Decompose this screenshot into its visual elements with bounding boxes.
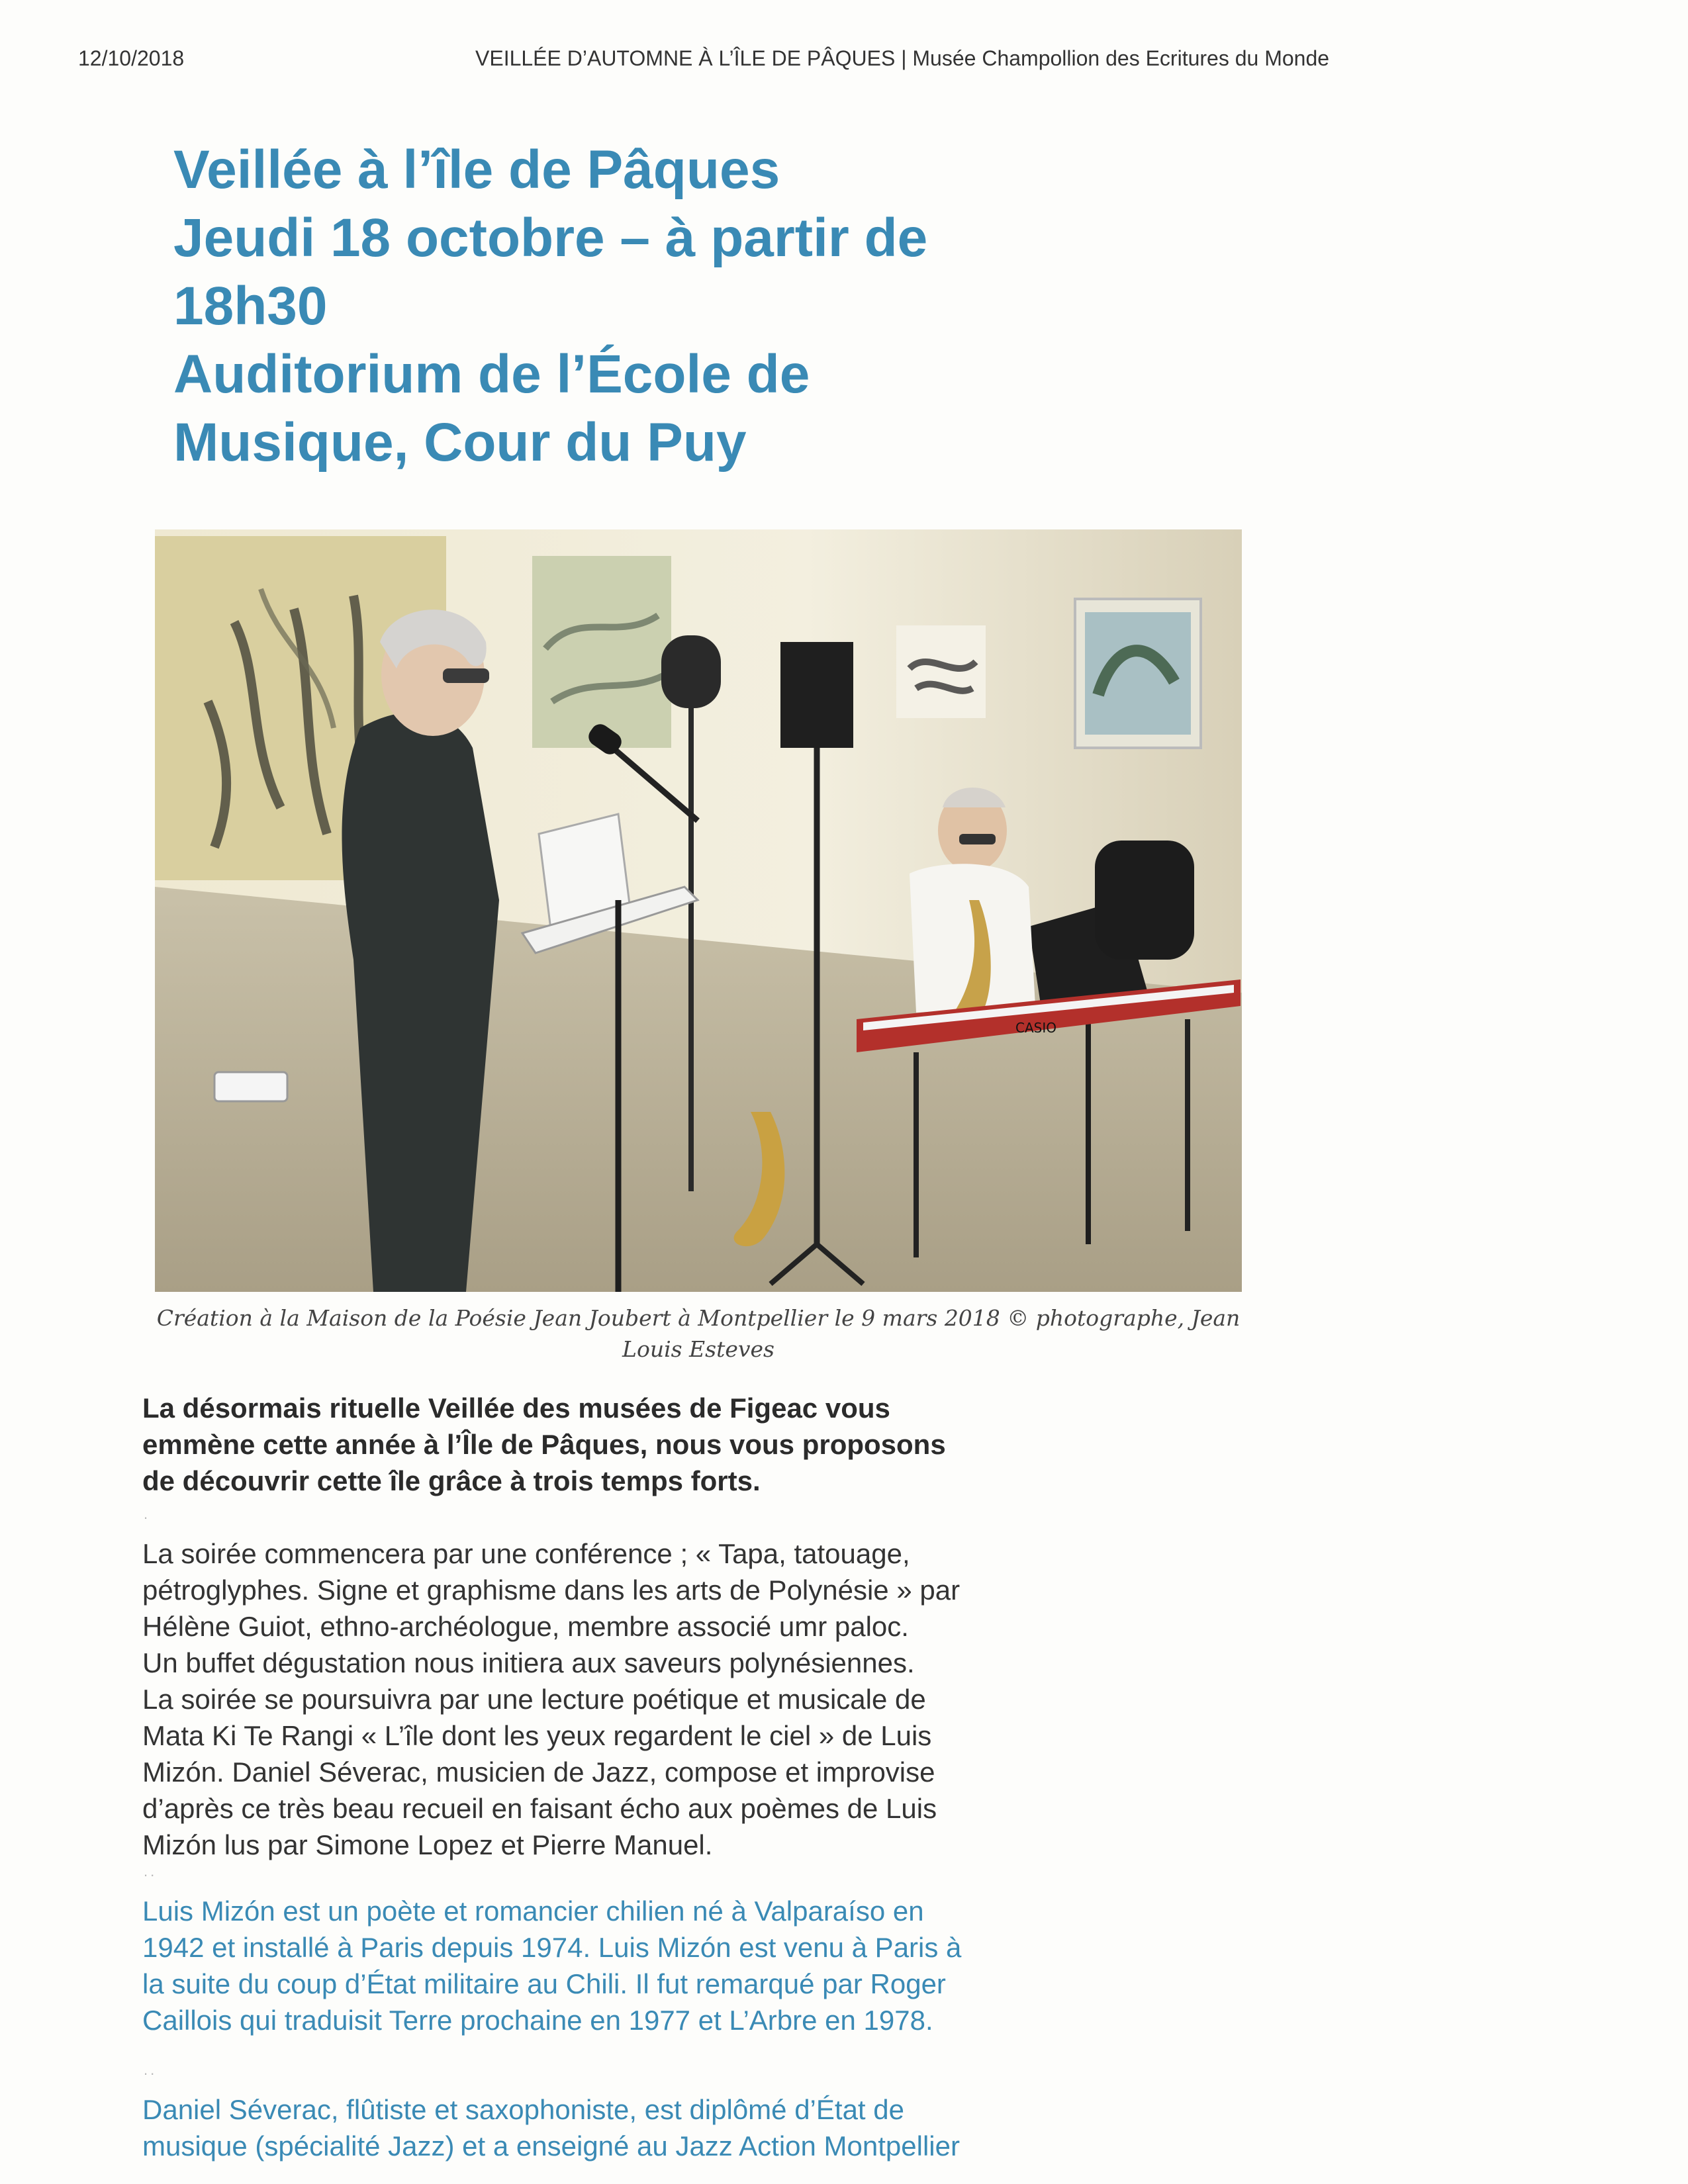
print-page-title: VEILLÉE D’AUTOMNE À L’ÎLE DE PÂQUES | Musée Champollion des Ecritures du Monde [475,46,1330,70]
print-date: 12/10/2018 [78,46,185,70]
program-line: Mizón. Daniel Séverac, musicien de Jazz, compose et improvise [142,1756,935,1788]
program-line: Hélène Guiot, ethno-archéologue, membre associé umr paloc. [142,1611,909,1642]
headline-line: Musique, Cour du Puy [173,412,747,473]
program-line: pétroglyphes. Signe et graphisme dans les arts de Polynésie » par [142,1574,961,1606]
keyboard-brand: CASIO [1015,1020,1056,1036]
daniel-severac-bio [142,2091,1175,2164]
wall-painting-second [532,556,671,748]
program-paragraph [142,1535,1175,1863]
bio-line: musique (spécialité Jazz) et a enseigné au Jazz Action Montpellier [142,2130,960,2161]
intro-paragraph [142,1390,1175,1499]
separator-dots: .. [144,2062,158,2078]
intro-line: emmène cette année à l’Île de Pâques, nous vous proposons [142,1429,946,1460]
bio-line: 1942 et installé à Paris depuis 1974. Luis Mizón est venu à Paris à [142,1932,962,1963]
program-line: La soirée se poursuivra par une lecture poétique et musicale de [142,1684,926,1715]
event-headline [173,136,1100,477]
bio-line: Luis Mizón est un poète et romancier chilien né à Valparaíso en [142,1895,924,1927]
photo-caption: Création à la Maison de la Poésie Jean Joubert à Montpellier le 9 mars 2018 © photographe, Jean Louis Esteves [156,1305,1241,1362]
print-header [78,46,1610,79]
separator-dot: . [144,1506,151,1522]
program-line: La soirée commencera par une conférence ; « Tapa, tatouage, [142,1538,910,1569]
bio-line: la suite du coup d’État militaire au Chili. Il fut remarqué par Roger [142,1968,946,1999]
intro-line: de découvrir cette île grâce à trois temps forts. [142,1465,761,1496]
wall-painting-landscape [1075,599,1201,748]
program-line: d’après ce très beau recueil en faisant écho aux poèmes de Luis [142,1793,937,1824]
wall-painting-ink [896,625,986,718]
bio-line: Caillois qui traduisit Terre prochaine en 1977 et L’Arbre en 1978. [142,2005,933,2036]
bio-line: Daniel Séverac, flûtiste et saxophoniste, est diplômé d’État de [142,2094,904,2125]
program-line: Mata Ki Te Rangi « L’île dont les yeux regardent le ciel » de Luis [142,1720,932,1751]
luis-mizon-bio [142,1893,1175,2038]
headline-line: 18h30 [173,276,328,336]
separator-dots: .. [144,1863,158,1880]
headline-line: Jeudi 18 octobre – à partir de [173,208,928,268]
program-line: Mizón lus par Simone Lopez et Pierre Manuel. [142,1829,713,1860]
wall-socket [214,1072,287,1101]
intro-line: La désormais rituelle Veillée des musées de Figeac vous [142,1392,890,1424]
instrument-case [1095,841,1194,960]
event-photo [155,529,1242,1292]
headline-line: Auditorium de l’École de [173,344,810,404]
headline-line: Veillée à l’île de Pâques [173,140,780,200]
program-line: Un buffet dégustation nous initiera aux saveurs polynésiennes. [142,1647,915,1678]
